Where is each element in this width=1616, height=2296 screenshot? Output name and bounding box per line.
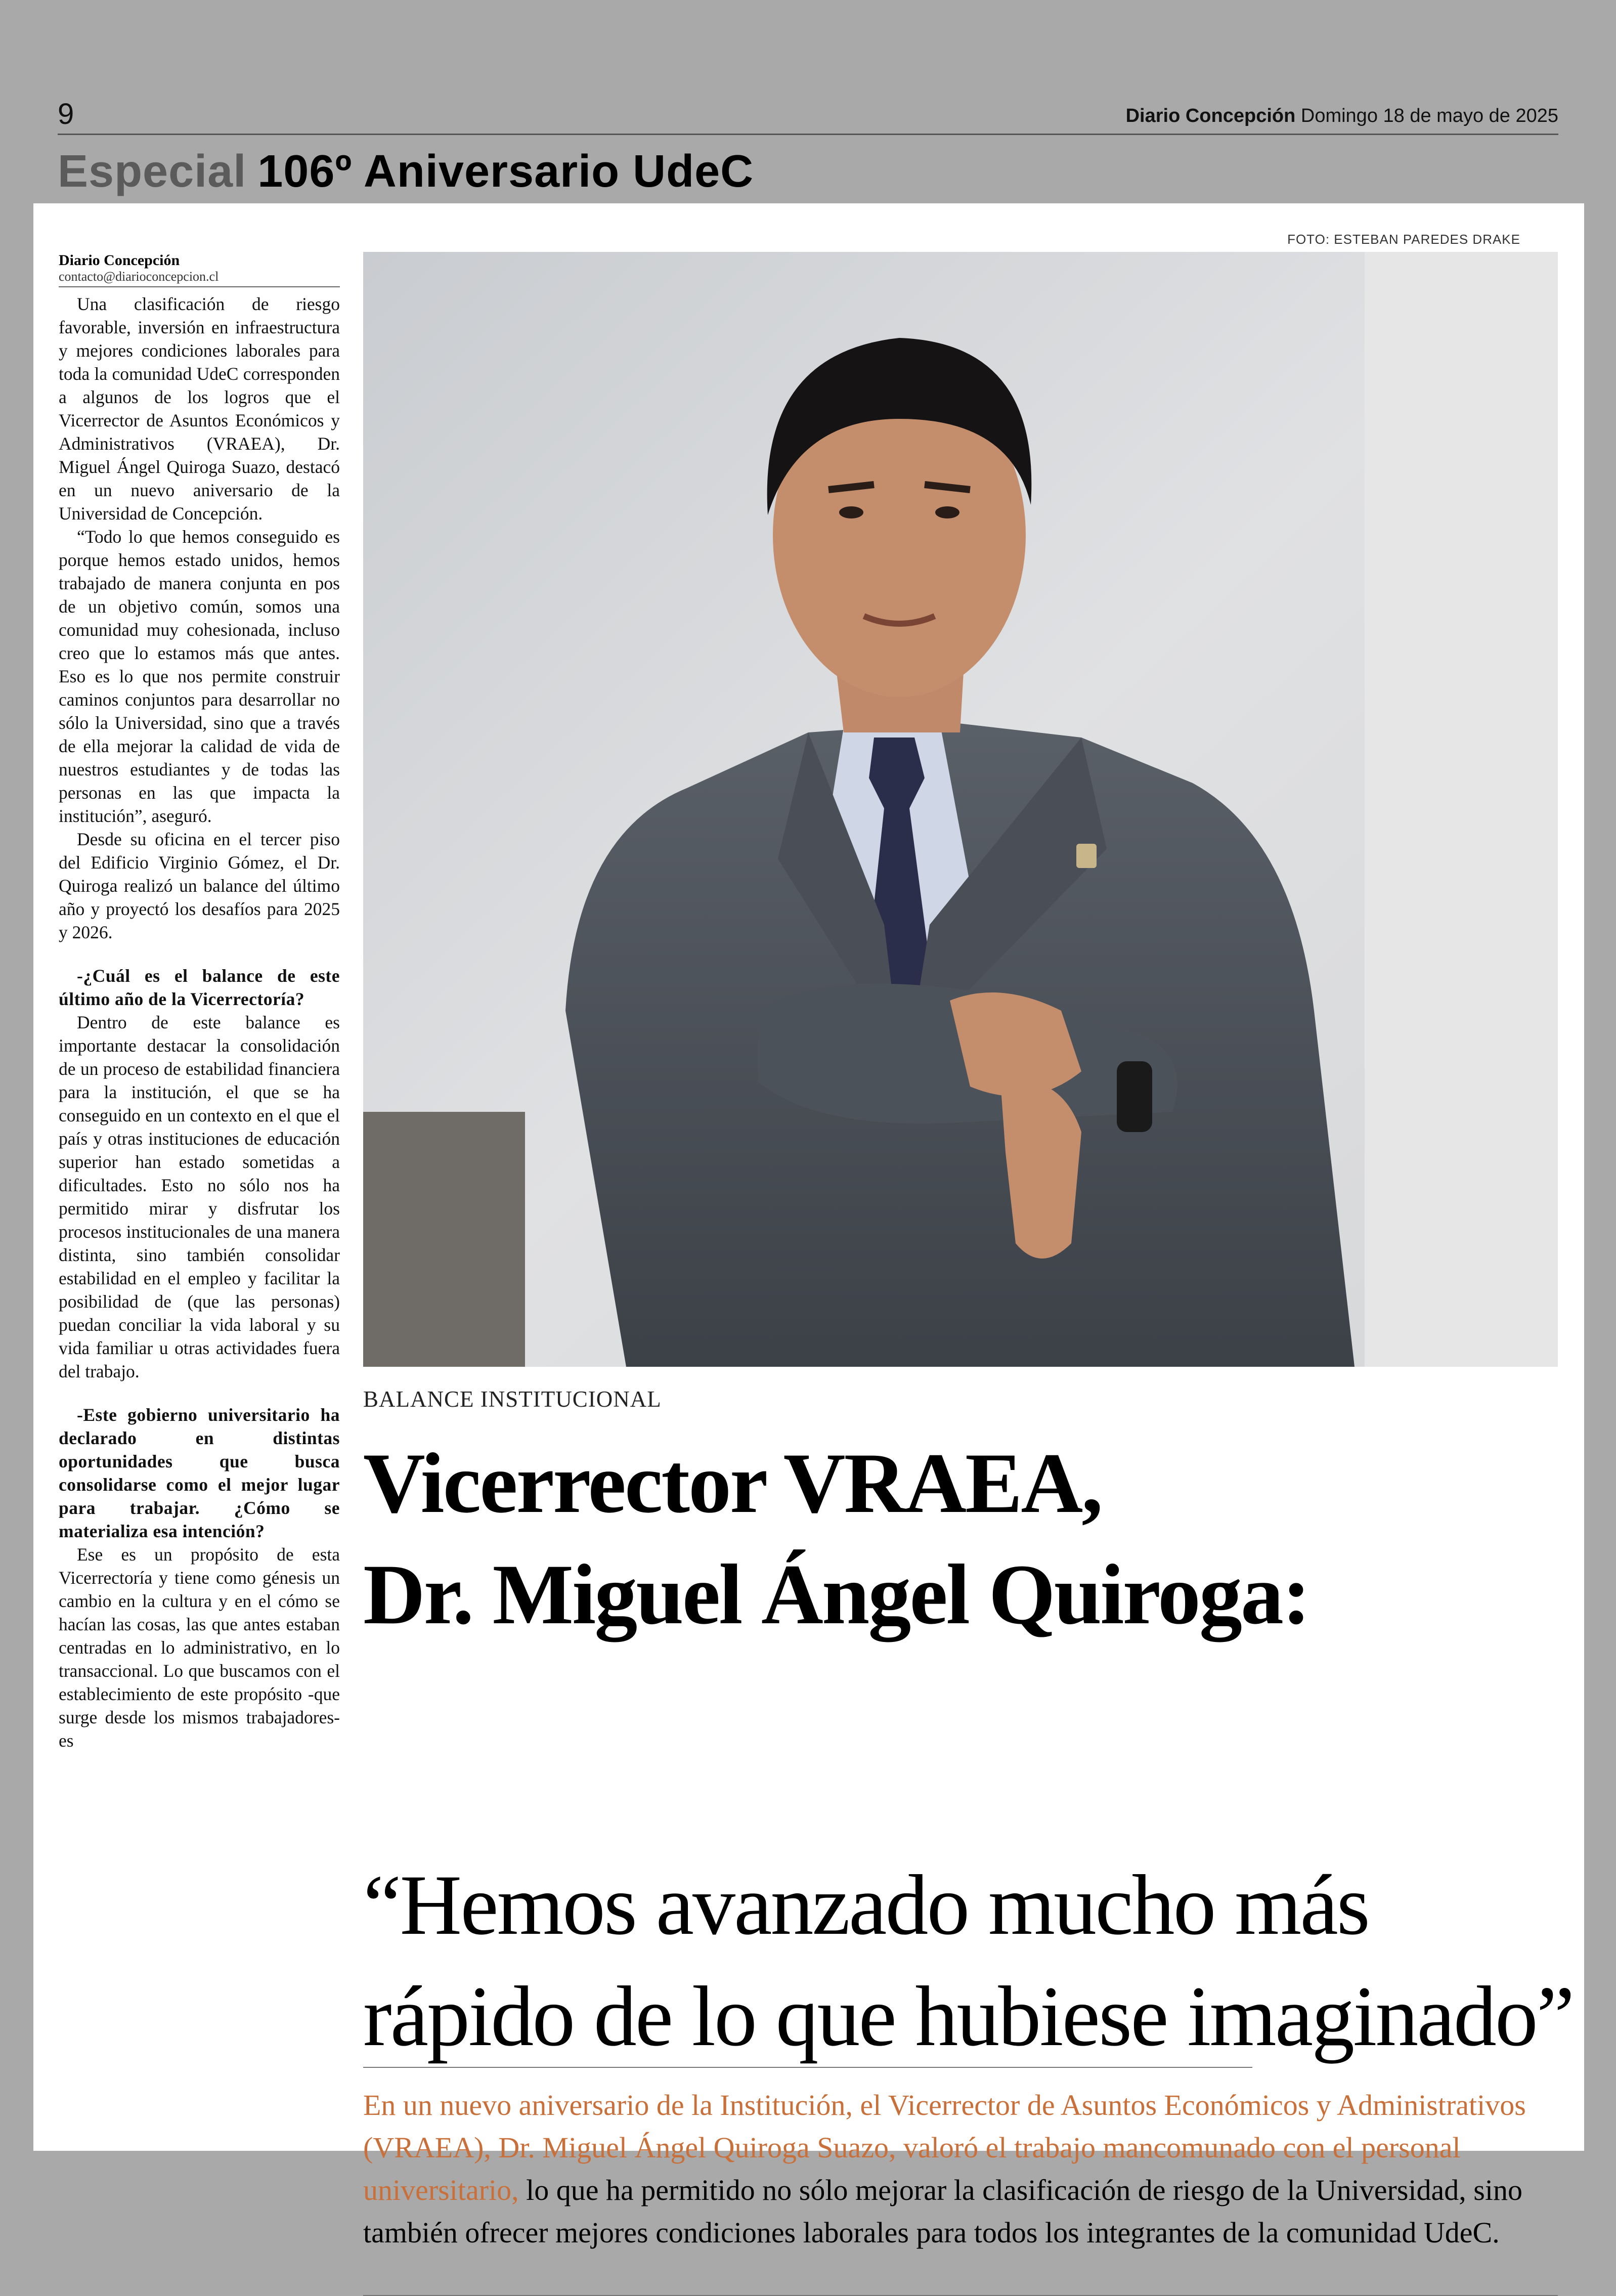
deck-text: lo que ha permitido no sólo mejorar la clasificación de riesgo de la Universidad, sino también ofrecer mejores condiciones laborales para todos los integrantes de la comunidad UdeC. bbox=[363, 2174, 1522, 2249]
photo-credit: FOTO: ESTEBAN PAREDES DRAKE bbox=[1287, 232, 1520, 247]
headline-line: Dr. Miguel Ángel Quiroga: bbox=[363, 1547, 1309, 1642]
quote-line: “Hemos avanzado mucho más bbox=[363, 1857, 1369, 1953]
section-kicker: Especial bbox=[58, 146, 247, 197]
body-paragraph: Ese es un propósito de esta Vicerrectoría y tiene como génesis un cambio en la cultura y en el cómo se hacían las cosas, las que antes estaban centradas en lo administrativo, en lo transaccional. Lo que buscamos con el establecimiento de este propósito -que surge desde los mismos trabajadores- es bbox=[59, 1544, 340, 1751]
section-topic: 106º Aniversario UdeC bbox=[257, 146, 754, 197]
portrait-illustration bbox=[363, 252, 1558, 1367]
body-paragraph: Desde su oficina en el tercer piso del Edificio Virginio Gómez, el Dr. Quiroga realizó un balance del último año y proyectó los desafíos para 2025 y 2026. bbox=[59, 829, 340, 942]
body-paragraph: “Todo lo que hemos conseguido es porque hemos estado unidos, hemos trabajado de manera conjunta en pos de un objetivo común, somos una comunidad muy cohesionada, incluso creo que lo estamos más que antes. Eso es lo que nos permite construir caminos conjuntos para desarrollar no sólo la Universidad, sino que a través de ella mejorar la calidad de vida de nuestros estudiantes y de todas las personas en las que impacta la institución”, aseguró. bbox=[59, 527, 340, 826]
deck-accent: En un nuevo aniversario de la Institución, el Vicerrector de Asuntos Económicos y Administrativos (VRAEA), Dr. Miguel Ángel Quiroga Suazo, valoró el trabajo mancomunado con el personal universitario, bbox=[363, 2089, 1526, 2206]
quote-line: rápido de lo que hubiese imaginado” bbox=[363, 1969, 1574, 2064]
headline-line: Vicerrector VRAEA, bbox=[363, 1436, 1102, 1531]
interview-question: -¿Cuál es el balance de este último año de la Vicerrectoría? bbox=[59, 966, 340, 1009]
deck-rule bbox=[363, 2067, 1252, 2068]
headline-quote bbox=[363, 1849, 1574, 2072]
header-rule bbox=[58, 134, 1558, 135]
byline bbox=[59, 252, 340, 287]
article-deck bbox=[363, 2084, 1558, 2254]
page-number: 9 bbox=[58, 98, 74, 131]
body-paragraph: Una clasificación de riesgo favorable, inversión en infraestructura y mejores condiciones laborales para toda la comunidad UdeC corresponden a algunos de los logros que el Vicerrector de Asuntos Económicos y Administrativos (VRAEA), Dr. Miguel Ángel Quiroga Suazo, destacó en un nuevo aniversario de la Universidad de Concepción. bbox=[59, 294, 340, 524]
byline-email[interactable]: contacto@diarioconcepcion.cl bbox=[59, 269, 219, 284]
issue-date: Domingo 18 de mayo de 2025 bbox=[1300, 105, 1558, 126]
paper-name: Diario Concepción bbox=[1125, 105, 1296, 126]
portrait-photo bbox=[363, 252, 1558, 1367]
headline bbox=[363, 1427, 1567, 1650]
masthead-meta bbox=[1126, 105, 1558, 127]
body-column bbox=[59, 292, 340, 1752]
article-sheet bbox=[33, 203, 1584, 2249]
body-paragraph: Dentro de este balance es importante destacar la consolidación de un proceso de estabilidad financiera para la institución, el que se ha conseguido en un contexto en el que el país y otras instituciones de educación superior han estado sometidas a dificultades. Esto no sólo nos ha permitido mirar y disfrutar los procesos institucionales de una manera distinta, sino también consolidar estabilidad en el empleo y facilitar la posibilidad de (que las personas) puedan conciliar la vida laboral y su vida familiar u otras actividades fuera del trabajo. bbox=[59, 1012, 340, 1381]
article-kicker: BALANCE INSTITUCIONAL bbox=[363, 1387, 662, 1412]
section-title bbox=[58, 146, 754, 198]
interview-question: -Este gobierno universitario ha declarado en distintas oportunidades que busca consolidarse como el mejor lugar para trabajar. ¿Cómo se materializa esa intención? bbox=[59, 1405, 340, 1541]
byline-name: Diario Concepción bbox=[59, 252, 180, 269]
